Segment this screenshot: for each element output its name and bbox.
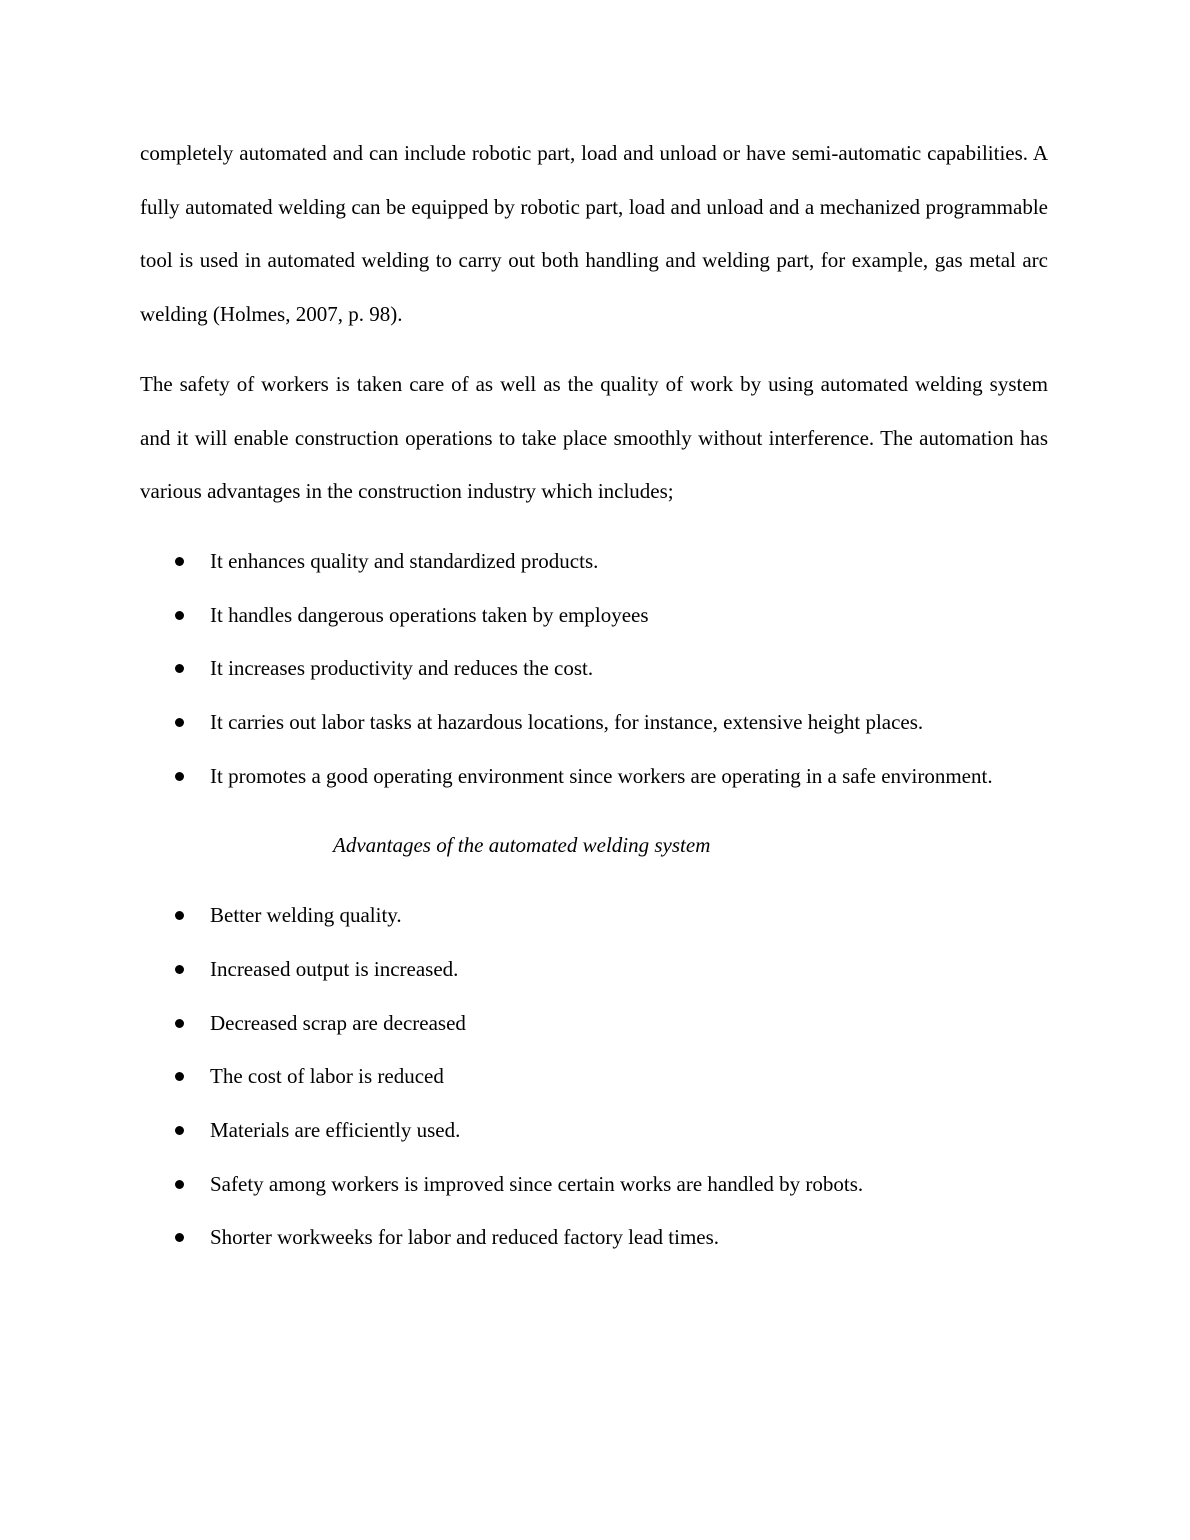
list-item-text: It promotes a good operating environment since workers are operating in a safe environment. [210,763,993,788]
construction-advantages-list [140,535,1048,804]
list-item [140,642,1048,696]
bullet-icon [175,965,184,974]
list-item-text: It carries out labor tasks at hazardous locations, for instance, extensive height places. [210,710,924,735]
list-item-text: Decreased scrap are decreased [210,1010,466,1035]
paragraph-worker-safety: The safety of workers is taken care of as well as the quality of work by using automated welding system and it will enable construction operations to take place smoothly without interference. The automation has various advantages in the construction industry which includes; [140,371,1048,504]
bullet-icon [175,611,184,620]
list-item [140,1158,1048,1212]
bullet-icon [175,1233,184,1242]
list-item-text: The cost of labor is reduced [210,1064,444,1089]
list-item-text: It handles dangerous operations taken by employees [210,602,649,627]
list-item [140,1211,1048,1265]
bullet-icon [175,1180,184,1189]
list-item [140,750,1048,804]
list-item [140,943,1048,997]
bullet-icon [175,772,184,781]
bullet-icon [175,911,184,920]
bullet-icon [175,1072,184,1081]
list-item-text: Materials are efficiently used. [210,1117,461,1142]
list-item-text: Better welding quality. [210,903,402,928]
list-item-text: Increased output is increased. [210,956,459,981]
list-item [140,589,1048,643]
paragraph-automated-welding: completely automated and can include robotic part, load and unload or have semi-automatic capabilities. A fully automated welding can be equipped by robotic part, load and unload and a mechanized programmable tool is used in automated welding to carry out both handling and welding part, for example, gas metal arc welding (Holmes, 2007, p. 98). [140,141,1048,327]
list-item-text: Safety among workers is improved since certain works are handled by robots. [210,1171,864,1196]
section-subheading: Advantages of the automated welding system [333,833,711,858]
bullet-icon [175,718,184,727]
bullet-icon [175,1019,184,1028]
page-content [140,127,1048,1265]
list-item-text: Shorter workweeks for labor and reduced factory lead times. [210,1225,720,1250]
bullet-icon [175,1126,184,1135]
welding-advantages-list [140,889,1048,1265]
list-item [140,1050,1048,1104]
bullet-icon [175,664,184,673]
list-item-text: It increases productivity and reduces the cost. [210,656,594,681]
list-item-text: It enhances quality and standardized products. [210,548,599,573]
list-item [140,889,1048,943]
list-item [140,696,1048,750]
list-item [140,535,1048,589]
bullet-icon [175,557,184,566]
list-item [140,1104,1048,1158]
list-item [140,997,1048,1051]
